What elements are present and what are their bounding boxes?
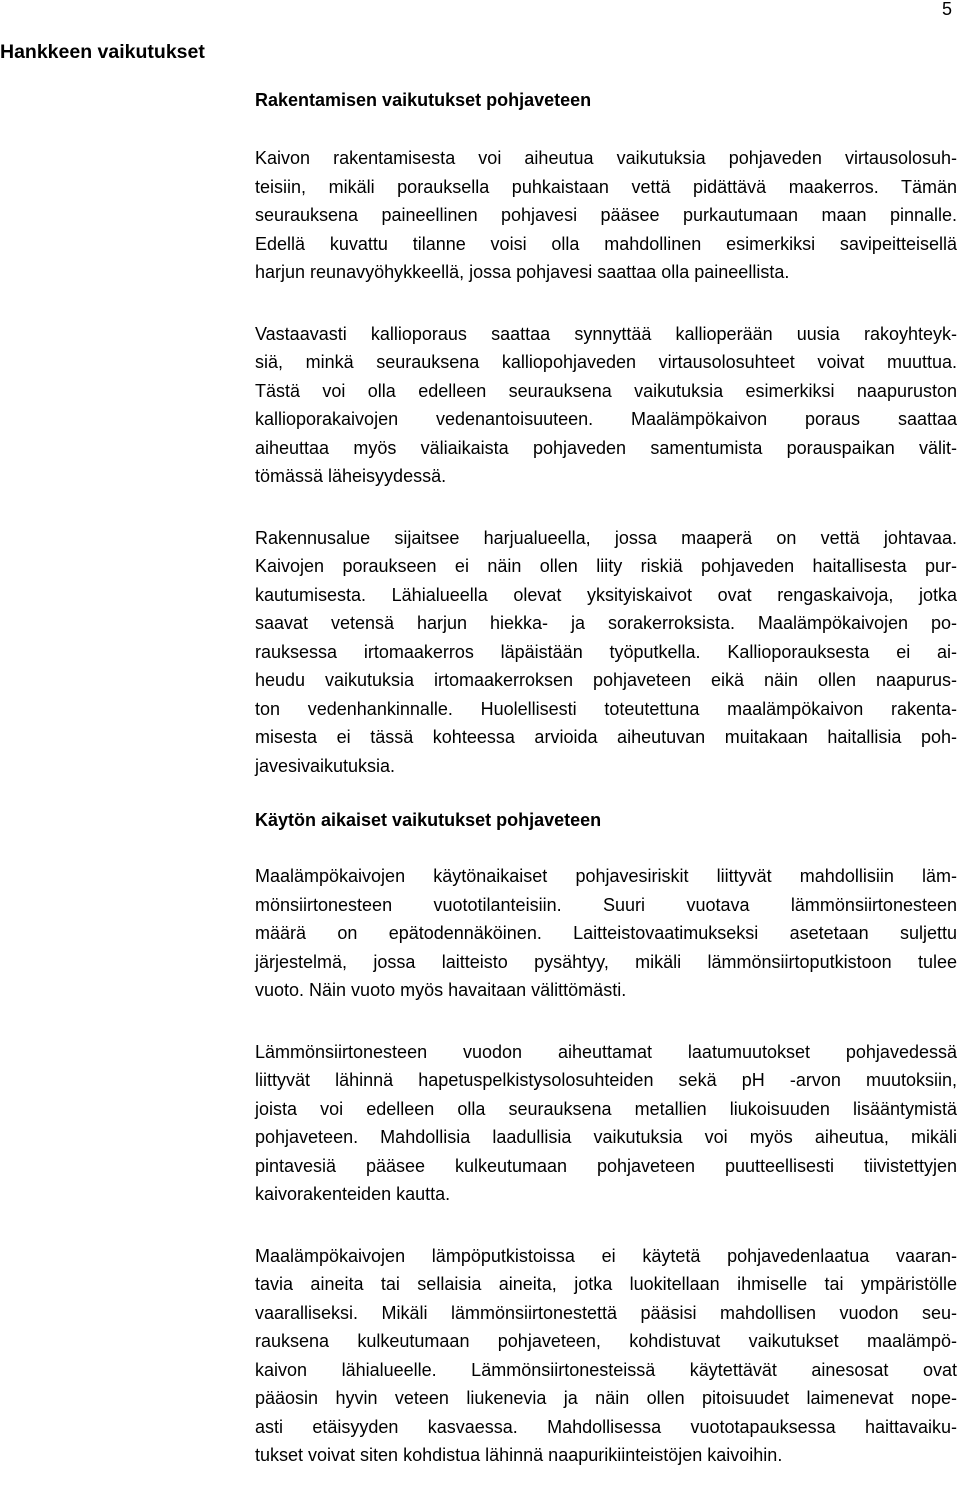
text-line: kallioporakaivojen vedenantoisuuteen. Maalämpökaivon poraus saattaa [255, 409, 957, 429]
text-line: pääosin hyvin veteen liukenevia ja näin ollen pitoisuudet laimenevat nope- [255, 1388, 957, 1408]
text-line: Kaivojen poraukseen ei näin ollen liity riskiä pohjaveden haitallisesta pur- [255, 556, 957, 576]
text-line: liittyvät lähinnä hapetuspelkistysolosuhteiden sekä pH -arvon muutoksiin, [255, 1070, 957, 1090]
text-line: javesivaikutuksia. [255, 755, 396, 776]
text-line: mönsiirtonesteen vuototilanteisiin. Suuri vuotava lämmönsiirtonesteen [255, 894, 957, 915]
text-line: tukset voivat siten kohdistua lähinnä naapurikiinteistöjen kaivoihin. [255, 1445, 783, 1465]
text-line: siä, minkä seurauksena kalliopohjaveden virtausolosuhteet voivat muuttua. [255, 352, 957, 372]
text-line: kaivorakenteiden kautta. [255, 1184, 451, 1204]
text-line: Kaivon rakentamisesta voi aiheutua vaikutuksia pohjaveden virtausolosuh- [255, 148, 957, 168]
document-title: Hankkeen vaikutukset [0, 41, 205, 63]
paragraph [255, 524, 957, 781]
text-line: pintavesiä pääsee kulkeutumaan pohjaveteen puutteellisesti tiivistettyjen [255, 1155, 957, 1176]
text-line: asti etäisyyden kasvaessa. Mahdollisessa vuototapauksessa haittavaiku- [255, 1416, 957, 1437]
text-line: kautumisesta. Lähialueella olevat yksityiskaivot ovat rengaskaivoja, jotka [255, 584, 957, 605]
paragraph [255, 862, 957, 1005]
text-line: aiheuttaa myös väliaikaista pohjaveden samentumista porauspaikan välit- [255, 437, 957, 458]
text-line: harjun reunavyöhykkeellä, jossa pohjavesi saattaa olla paineellista. [255, 262, 790, 282]
document-body [255, 86, 957, 1503]
text-line: Lämmönsiirtonesteen vuodon aiheuttamat laatumuutokset pohjavedessä [255, 1041, 957, 1062]
page-number: 5 [941, 0, 952, 19]
text-line: seurauksena paineellinen pohjavesi pääsee purkautumaan maan pinnalle. [255, 205, 957, 225]
text-line: joista voi edelleen olla seurauksena metallien liukoisuuden lisääntymistä [255, 1098, 957, 1119]
text-line: Rakennusalue sijaitsee harjualueella, jossa maaperä on vettä johtavaa. [255, 527, 957, 548]
text-line: kaivon lähialueelle. Lämmönsiirtonesteissä käytettävät ainesosat ovat [255, 1359, 957, 1380]
text-line: rauksena kulkeutumaan pohjaveteen, kohdistuvat vaikutukset maalämpö- [255, 1331, 957, 1351]
text-line: heudu vaikutuksia irtomaakerroksen pohjaveteen eikä näin ollen naapurus- [255, 670, 957, 690]
text-line: Tästä voi olla edelleen seurauksena vaikutuksia esimerkiksi naapuruston [255, 380, 957, 401]
text-line: saavat vetensä harjun hiekka- ja sorakerroksista. Maalämpökaivojen po- [255, 613, 957, 633]
text-line: teisiin, mikäli porauksella puhkaistaan vettä pidättävä maakerros. Tämän [255, 176, 957, 197]
paragraph [255, 1242, 957, 1470]
section-title: Rakentamisen vaikutukset pohjaveteen [255, 90, 592, 110]
text-line: järjestelmä, jossa laitteisto pysähtyy, mikäli lämmönsiirtoputkistoon tulee [255, 951, 957, 972]
section-title: Käytön aikaiset vaikutukset pohjaveteen [255, 810, 602, 830]
text-line: vuoto. Näin vuoto myös havaitaan välittömästi. [255, 980, 627, 1000]
text-line: vaaralliseksi. Mikäli lämmönsiirtonestettä pääsisi mahdollisen vuodon seu- [255, 1302, 957, 1323]
text-line: ton vedenhankinnalle. Huolellisesti toteutettuna maalämpökaivon rakenta- [255, 698, 957, 719]
text-line: Edellä kuvattu tilanne voisi olla mahdollinen esimerkiksi savipeitteisellä [255, 233, 957, 254]
paragraph [255, 320, 957, 491]
text-line: tavia aineita tai sellaisia aineita, jotka luokitellaan ihmiselle tai ympäristölle [255, 1274, 957, 1294]
text-line: Vastaavasti kallioporaus saattaa synnyttää kallioperään uusia rakoyhteyk- [255, 323, 957, 344]
paragraph [255, 1038, 957, 1209]
text-line: rauksessa irtomaakerros läpäistään työputkella. Kallioporauksesta ei ai- [255, 641, 957, 662]
text-line: tömässä läheisyydessä. [255, 466, 447, 486]
text-line: määrä on epätodennäköinen. Laitteistovaatimukseksi asetetaan suljettu [255, 923, 957, 943]
paragraph [255, 144, 957, 287]
text-line: Maalämpökaivojen lämpöputkistoissa ei käytetä pohjavedenlaatua vaaran- [255, 1245, 957, 1266]
text-line: Maalämpökaivojen käytönaikaiset pohjavesiriskit liittyvät mahdollisiin läm- [255, 866, 957, 886]
text-line: misesta ei tässä kohteessa arvioida aiheutuvan muitakaan haitallisia poh- [255, 727, 957, 747]
text-line: pohjaveteen. Mahdollisia laadullisia vaikutuksia voi myös aiheutua, mikäli [255, 1127, 957, 1147]
